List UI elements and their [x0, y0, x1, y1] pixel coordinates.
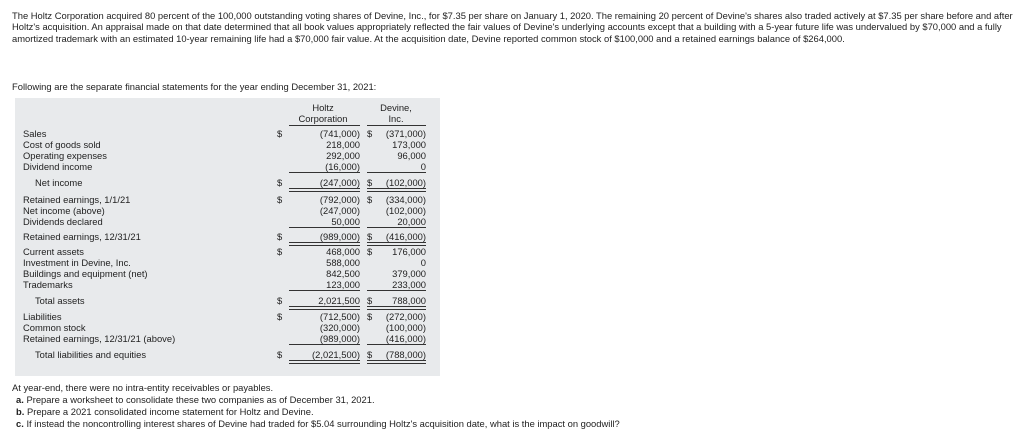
table-row — [15, 322, 440, 333]
holtz-column-header — [286, 103, 360, 124]
holtz-total-double-rule — [289, 360, 360, 364]
holtz-total-double-rule — [289, 188, 360, 192]
table-row — [15, 150, 440, 161]
devine-currency-symbol: $ — [367, 311, 373, 322]
devine-header-line2: Inc. — [388, 112, 404, 124]
holtz-total-double-rule — [289, 242, 360, 246]
devine-value: 96,000 — [397, 150, 426, 161]
question-c — [16, 418, 620, 429]
table-row — [15, 279, 440, 290]
holtz-currency-symbol: $ — [277, 246, 283, 257]
devine-value: (100,000) — [385, 322, 426, 333]
devine-currency-symbol: $ — [367, 295, 373, 306]
devine-value: 379,000 — [392, 268, 426, 279]
row-label: Retained earnings, 12/31/21 — [23, 231, 141, 242]
holtz-value: (247,000) — [319, 205, 360, 216]
row-label: Investment in Devine, Inc. — [23, 257, 131, 268]
devine-value: (416,000) — [385, 333, 426, 344]
holtz-value: 218,000 — [326, 139, 360, 150]
question-lead: At year-end, there were no intra-entity receivables or payables. — [12, 382, 274, 393]
devine-value: (416,000) — [385, 231, 426, 242]
devine-value: (102,000) — [385, 177, 426, 188]
devine-value: 0 — [420, 257, 426, 268]
row-label: Sales — [23, 128, 47, 139]
row-label: Retained earnings, 12/31/21 (above) — [23, 333, 176, 344]
holtz-header-line1: Holtz — [312, 102, 334, 113]
holtz-value: 468,000 — [326, 246, 360, 257]
devine-value: (102,000) — [385, 205, 426, 216]
question-a-text: Prepare a worksheet to consolidate these two companies as of December 31, 2021. — [26, 394, 375, 405]
table-row — [15, 194, 440, 205]
devine-subtotal-rule — [367, 290, 426, 291]
row-label: Dividends declared — [23, 216, 103, 227]
holtz-currency-symbol: $ — [277, 311, 283, 322]
holtz-value: 2,021,500 — [318, 295, 360, 306]
devine-value: 173,000 — [392, 139, 426, 150]
devine-total-double-rule — [367, 360, 426, 364]
table-row — [15, 216, 440, 227]
holtz-subtotal-rule — [289, 344, 360, 345]
table-row — [15, 349, 440, 360]
devine-value: (272,000) — [385, 311, 426, 322]
holtz-currency-symbol: $ — [277, 128, 283, 139]
row-label: Cost of goods sold — [23, 139, 101, 150]
question-c-letter: c. — [16, 418, 24, 429]
table-row — [15, 139, 440, 150]
devine-column-header — [366, 103, 426, 124]
question-c-text: If instead the noncontrolling interest shares of Devine had traded for $5.04 surrounding Holtz's acquisition date, what is the impact on goodwill? — [26, 418, 620, 429]
table-row — [15, 268, 440, 279]
holtz-value: 50,000 — [331, 216, 360, 227]
holtz-subtotal-rule — [289, 227, 360, 228]
row-label: Trademarks — [23, 279, 73, 290]
devine-total-double-rule — [367, 188, 426, 192]
holtz-value: (712,500) — [319, 311, 360, 322]
holtz-value: (989,000) — [319, 333, 360, 344]
holtz-value: (247,000) — [319, 177, 360, 188]
question-b — [16, 406, 314, 417]
table-row — [15, 311, 440, 322]
devine-currency-symbol: $ — [367, 231, 373, 242]
devine-value: 20,000 — [397, 216, 426, 227]
row-label: Common stock — [23, 322, 86, 333]
devine-value: 0 — [420, 161, 426, 172]
devine-value: 176,000 — [392, 246, 426, 257]
table-row — [15, 295, 440, 306]
row-label: Retained earnings, 1/1/21 — [23, 194, 131, 205]
devine-subtotal-rule — [367, 344, 426, 345]
holtz-value: (741,000) — [319, 128, 360, 139]
holtz-value: 292,000 — [326, 150, 360, 161]
table-row — [15, 128, 440, 139]
devine-total-double-rule — [367, 242, 426, 246]
table-row — [15, 161, 440, 172]
row-label: Dividend income — [23, 161, 93, 172]
table-row — [15, 257, 440, 268]
row-label: Net income — [35, 177, 83, 188]
holtz-header-rule — [289, 125, 360, 126]
question-b-letter: b. — [16, 406, 25, 417]
devine-value: (788,000) — [385, 349, 426, 360]
question-b-text: Prepare a 2021 consolidated income statement for Holtz and Devine. — [26, 406, 314, 417]
row-label: Current assets — [23, 246, 84, 257]
devine-total-double-rule — [367, 306, 426, 310]
holtz-currency-symbol: $ — [277, 194, 283, 205]
table-row — [15, 333, 440, 344]
holtz-currency-symbol: $ — [277, 295, 283, 306]
holtz-currency-symbol: $ — [277, 177, 283, 188]
row-label: Total liabilities and equities — [35, 349, 147, 360]
devine-value: 233,000 — [392, 279, 426, 290]
devine-currency-symbol: $ — [367, 194, 373, 205]
problem-intro: The Holtz Corporation acquired 80 percent of the 100,000 outstanding voting shares of Devine, Inc., for $7.35 per share on January 1, 2020. The remaining 20 percent of Devine's shares also traded actively at $7.35 per share before and after Holtz's acquisition. An appraisal made on that date determined that all book values appropriately reflected the fair values of Devine's underlying accounts except that a building with a 5-year future life was undervalued by $70,000 and a fully amortized trademark with an estimated 10-year remaining life had a $70,000 fair value. At the acquisition date, Devine reported common stock of $100,000 and a retained earnings balance of $264,000. — [12, 10, 1013, 44]
devine-value: (371,000) — [385, 128, 426, 139]
holtz-currency-symbol: $ — [277, 231, 283, 242]
table-row — [15, 246, 440, 257]
holtz-value: 123,000 — [326, 279, 360, 290]
devine-header-line1: Devine, — [380, 102, 412, 113]
devine-subtotal-rule — [367, 172, 426, 173]
table-row — [15, 177, 440, 188]
holtz-subtotal-rule — [289, 290, 360, 291]
row-label: Buildings and equipment (net) — [23, 268, 148, 279]
devine-value: (334,000) — [385, 194, 426, 205]
row-label: Liabilities — [23, 311, 62, 322]
devine-value: 788,000 — [392, 295, 426, 306]
row-label: Total assets — [35, 295, 85, 306]
devine-subtotal-rule — [367, 227, 426, 228]
table-row — [15, 231, 440, 242]
question-a — [16, 394, 375, 405]
devine-currency-symbol: $ — [367, 128, 373, 139]
statements-subhead: Following are the separate financial statements for the year ending December 31, 2021: — [12, 81, 377, 92]
holtz-value: (2,021,500) — [312, 349, 360, 360]
question-a-letter: a. — [16, 394, 24, 405]
row-label: Net income (above) — [23, 205, 105, 216]
holtz-value: (989,000) — [319, 231, 360, 242]
holtz-header-line2: Corporation — [298, 112, 348, 124]
holtz-value: (16,000) — [325, 161, 360, 172]
devine-currency-symbol: $ — [367, 177, 373, 188]
table-row — [15, 205, 440, 216]
holtz-value: 842,500 — [326, 268, 360, 279]
holtz-value: (792,000) — [319, 194, 360, 205]
row-label: Operating expenses — [23, 150, 107, 161]
holtz-value: (320,000) — [319, 322, 360, 333]
financial-statements-table — [15, 98, 440, 376]
devine-currency-symbol: $ — [367, 349, 373, 360]
holtz-currency-symbol: $ — [277, 349, 283, 360]
holtz-subtotal-rule — [289, 172, 360, 173]
devine-header-rule — [367, 125, 426, 126]
devine-currency-symbol: $ — [367, 246, 373, 257]
holtz-total-double-rule — [289, 306, 360, 310]
holtz-value: 588,000 — [326, 257, 360, 268]
